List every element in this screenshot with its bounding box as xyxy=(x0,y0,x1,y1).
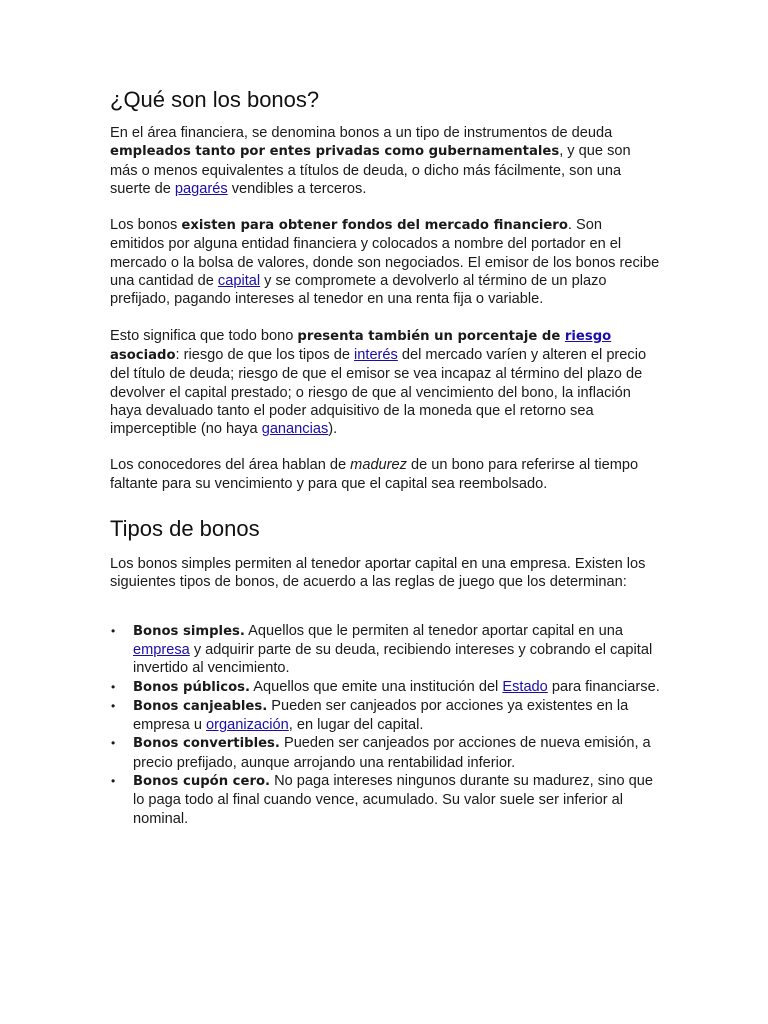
bond-types-list xyxy=(110,622,660,828)
text: Pueden ser canjeados por acciones ya existentes en la empresa u xyxy=(133,697,629,734)
bullet-icon: • xyxy=(111,698,116,713)
list-item xyxy=(111,772,660,828)
text: para financiarse. xyxy=(547,678,660,695)
text: , en lugar del capital. xyxy=(288,717,424,734)
text: No paga intereses ningunos durante su madurez, sino que lo paga todo al final cuando vence, acumulado. Su valor suele ser inferior al nominal. xyxy=(133,773,653,827)
bold-link-text: riesgo xyxy=(564,328,612,344)
list-item xyxy=(111,622,660,678)
bullet-icon: • xyxy=(111,774,116,789)
bold-text: Bonos canjeables. xyxy=(133,698,268,714)
paragraph-madurez xyxy=(110,456,660,493)
italic-text: madurez xyxy=(350,457,407,474)
text: y adquirir parte de su deuda, recibiendo intereses y cobrando el capital invertido al vencimiento. xyxy=(133,641,653,677)
text: de un bono para referirse al tiempo faltante para su vencimiento y para que el capital sea reembolsado. xyxy=(110,457,639,492)
heading-que-son-los-bonos: ¿Qué son los bonos? xyxy=(110,87,320,112)
paragraph-risk xyxy=(110,327,660,439)
bullet-icon: • xyxy=(111,679,116,694)
article-body xyxy=(110,86,660,828)
bold-text: existen para obtener fondos del mercado financiero xyxy=(181,218,568,234)
bold-text: asociado xyxy=(110,347,176,363)
bullet-icon: • xyxy=(111,736,116,751)
text: , y que son más o menos equivalentes a títulos de deuda, o dicho más fácilmente, son una suerte de xyxy=(110,143,631,197)
text: y se compromete a devolverlo al término de un plazo prefijado, pagando intereses al tenedor en una renta fija o variable. xyxy=(110,273,607,308)
bold-text: Bonos cupón cero. xyxy=(133,774,271,790)
text: En el área financiera, se denomina bonos a un tipo de instrumentos de deuda xyxy=(110,125,613,141)
text: Los conocedores del área hablan de xyxy=(110,457,351,474)
text: del mercado varíen y alteren el precio del título de deuda; riesgo de que el emisor se vea incapaz al término del plazo de devolver el capital prestado; o riesgo de que al vencimiento del bono, la inflación haya devaluado tanto el poder adquisitivo de la moneda que el retorno sea imperceptible (no haya xyxy=(110,346,647,438)
link-empresa[interactable]: empresa xyxy=(133,641,190,658)
link-organizacion[interactable]: organización xyxy=(206,717,289,734)
bold-text: presenta también un porcentaje de xyxy=(297,328,565,344)
link-pagares[interactable]: pagarés xyxy=(174,180,228,197)
text: ). xyxy=(328,421,338,438)
text: Aquellos que le permiten al tenedor aportar capital en una xyxy=(244,622,623,639)
heading-tipos-de-bonos: Tipos de bonos xyxy=(110,516,260,542)
bold-text: Bonos simples. xyxy=(133,623,245,639)
text: . Son emitidos por alguna entidad financiera y colocados a nombre del portador en el mercado o la bolsa de valores, donde son negociados. El emisor de los bonos recibe una cantidad de xyxy=(110,217,660,290)
link-riesgo[interactable] xyxy=(565,328,611,344)
paragraph-definition xyxy=(110,124,660,198)
list-item xyxy=(111,734,660,772)
paragraph-tipos-intro: Los bonos simples permiten al tenedor aportar capital en una empresa. Existen los siguientes tipos de bonos, de acuerdo a las reglas de juego que los determinan: xyxy=(110,556,646,591)
list-item xyxy=(111,697,660,735)
list-item xyxy=(111,678,660,697)
link-interes[interactable]: interés xyxy=(354,346,398,363)
text: : riesgo de que los tipos de xyxy=(175,346,355,363)
bullet-icon: • xyxy=(111,623,116,638)
link-estado[interactable]: Estado xyxy=(502,678,548,695)
bold-text: empleados tanto por entes privadas como gubernamentales xyxy=(110,144,560,160)
bold-text: Bonos convertibles. xyxy=(133,736,280,752)
bold-text: Bonos públicos. xyxy=(133,679,251,695)
text: Aquellos que emite una institución del xyxy=(250,678,503,695)
text: vendibles a terceros. xyxy=(227,180,367,197)
paragraph-purpose xyxy=(110,216,660,308)
text: Los bonos xyxy=(110,217,182,234)
link-capital[interactable]: capital xyxy=(217,273,261,290)
link-ganancias[interactable]: ganancias xyxy=(261,421,329,438)
text: Pueden ser canjeados por acciones de nueva emisión, a precio prefijado, aunque arrojando una rentabilidad inferior. xyxy=(133,735,651,771)
text: Esto significa que todo bono xyxy=(110,327,298,344)
